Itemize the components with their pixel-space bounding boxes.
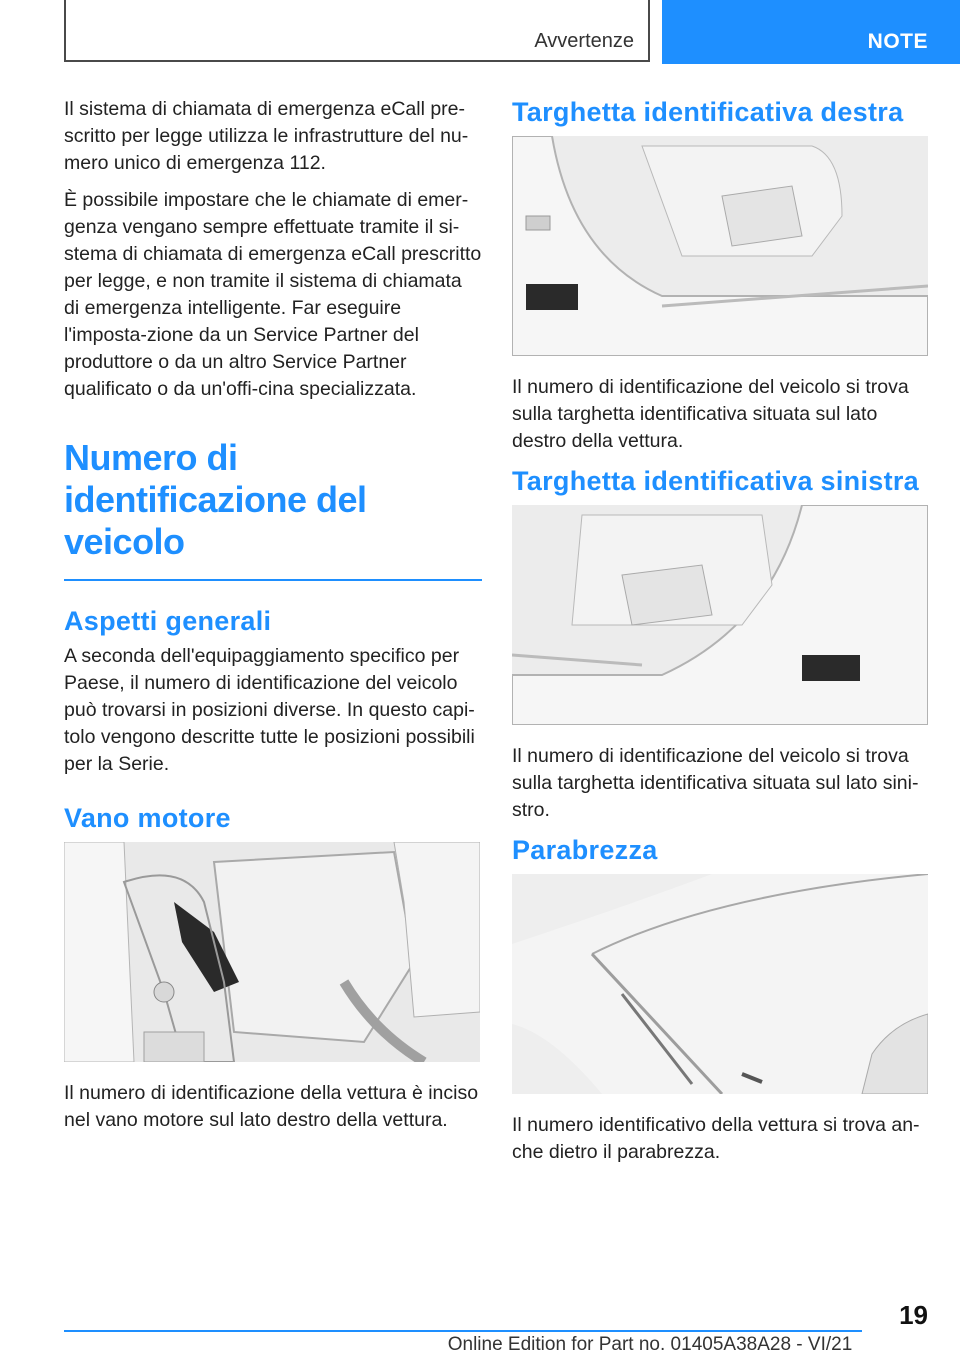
- page-number: 19: [899, 1300, 928, 1330]
- paragraph-ecall-settings: È possibile impostare che le chiamate di emer-genza vengano sempre effettuate tramite il si-stema di chiamata di emergenza eCall prescritto per legge, e non tramite il sistema di chiamata di emergenza intelligente. Far eseguire l'imposta-zione da un Service Partner del produttore o da un altro Service Partner qualificato o da un'offi-cina specializzata.: [64, 189, 482, 400]
- engine-bay-illustration: [64, 842, 480, 1062]
- subheading-general: Aspetti generali: [64, 606, 272, 636]
- left-column: [64, 96, 482, 1144]
- windshield-illustration: [512, 874, 928, 1094]
- paragraph-ecall-infrastructure: Il sistema di chiamata di emergenza eCall pre-scritto per legge utilizza le infrastrutture del nu-mero unico di emergenza 112.: [64, 98, 469, 174]
- footer-edition: [0, 1334, 960, 1356]
- subheading-left-plate: Targhetta identificativa sinistra: [512, 466, 920, 496]
- footer-divider: [64, 1330, 862, 1332]
- paragraph-right-plate: Il numero di identificazione del veicolo si trova sulla targhetta identificativa situata sul lato destro della vettura.: [512, 376, 909, 452]
- header-section-box: [64, 0, 650, 62]
- subheading-engine-bay: Vano motore: [64, 803, 231, 833]
- heading-divider: [64, 579, 482, 581]
- right-door-sill-drawing: [512, 136, 928, 356]
- header-chapter-tab: [662, 0, 960, 64]
- subheading-right-plate: Targhetta identificativa destra: [512, 97, 904, 127]
- paragraph-general: A seconda dell'equipaggiamento specifico per Paese, il numero di identificazione del veicolo può trovarsi in posizioni diverse. In questo capi-tolo vengono descritte tutte le posizioni possibili per la Serie.: [64, 645, 475, 775]
- paragraph-left-plate: Il numero di identificazione del veicolo si trova sulla targhetta identificativa situata sul lato sini-stro.: [512, 745, 919, 821]
- paragraph-windshield: Il numero identificativo della vettura si trova an-che dietro il parabrezza.: [512, 1114, 920, 1163]
- left-plate-illustration: [512, 505, 928, 725]
- windshield-drawing: [512, 874, 928, 1094]
- left-door-sill-drawing: [512, 505, 928, 725]
- header-section-title: Avvertenze: [534, 30, 634, 52]
- right-plate-illustration: [512, 136, 928, 356]
- header-chapter-title: NOTE: [867, 30, 928, 53]
- section-heading-vin: Numero di identificazione del veicolo: [64, 437, 367, 562]
- right-column: [512, 96, 928, 1176]
- footer-edition-text: Online Edition for Part no. 01405A38A28 - VI/21: [447, 1334, 853, 1355]
- paragraph-engine-bay: Il numero di identificazione della vettura è inciso nel vano motore sul lato destro della vettura.: [64, 1082, 479, 1131]
- engine-bay-drawing: [64, 842, 480, 1062]
- subheading-windshield: Parabrezza: [512, 835, 658, 865]
